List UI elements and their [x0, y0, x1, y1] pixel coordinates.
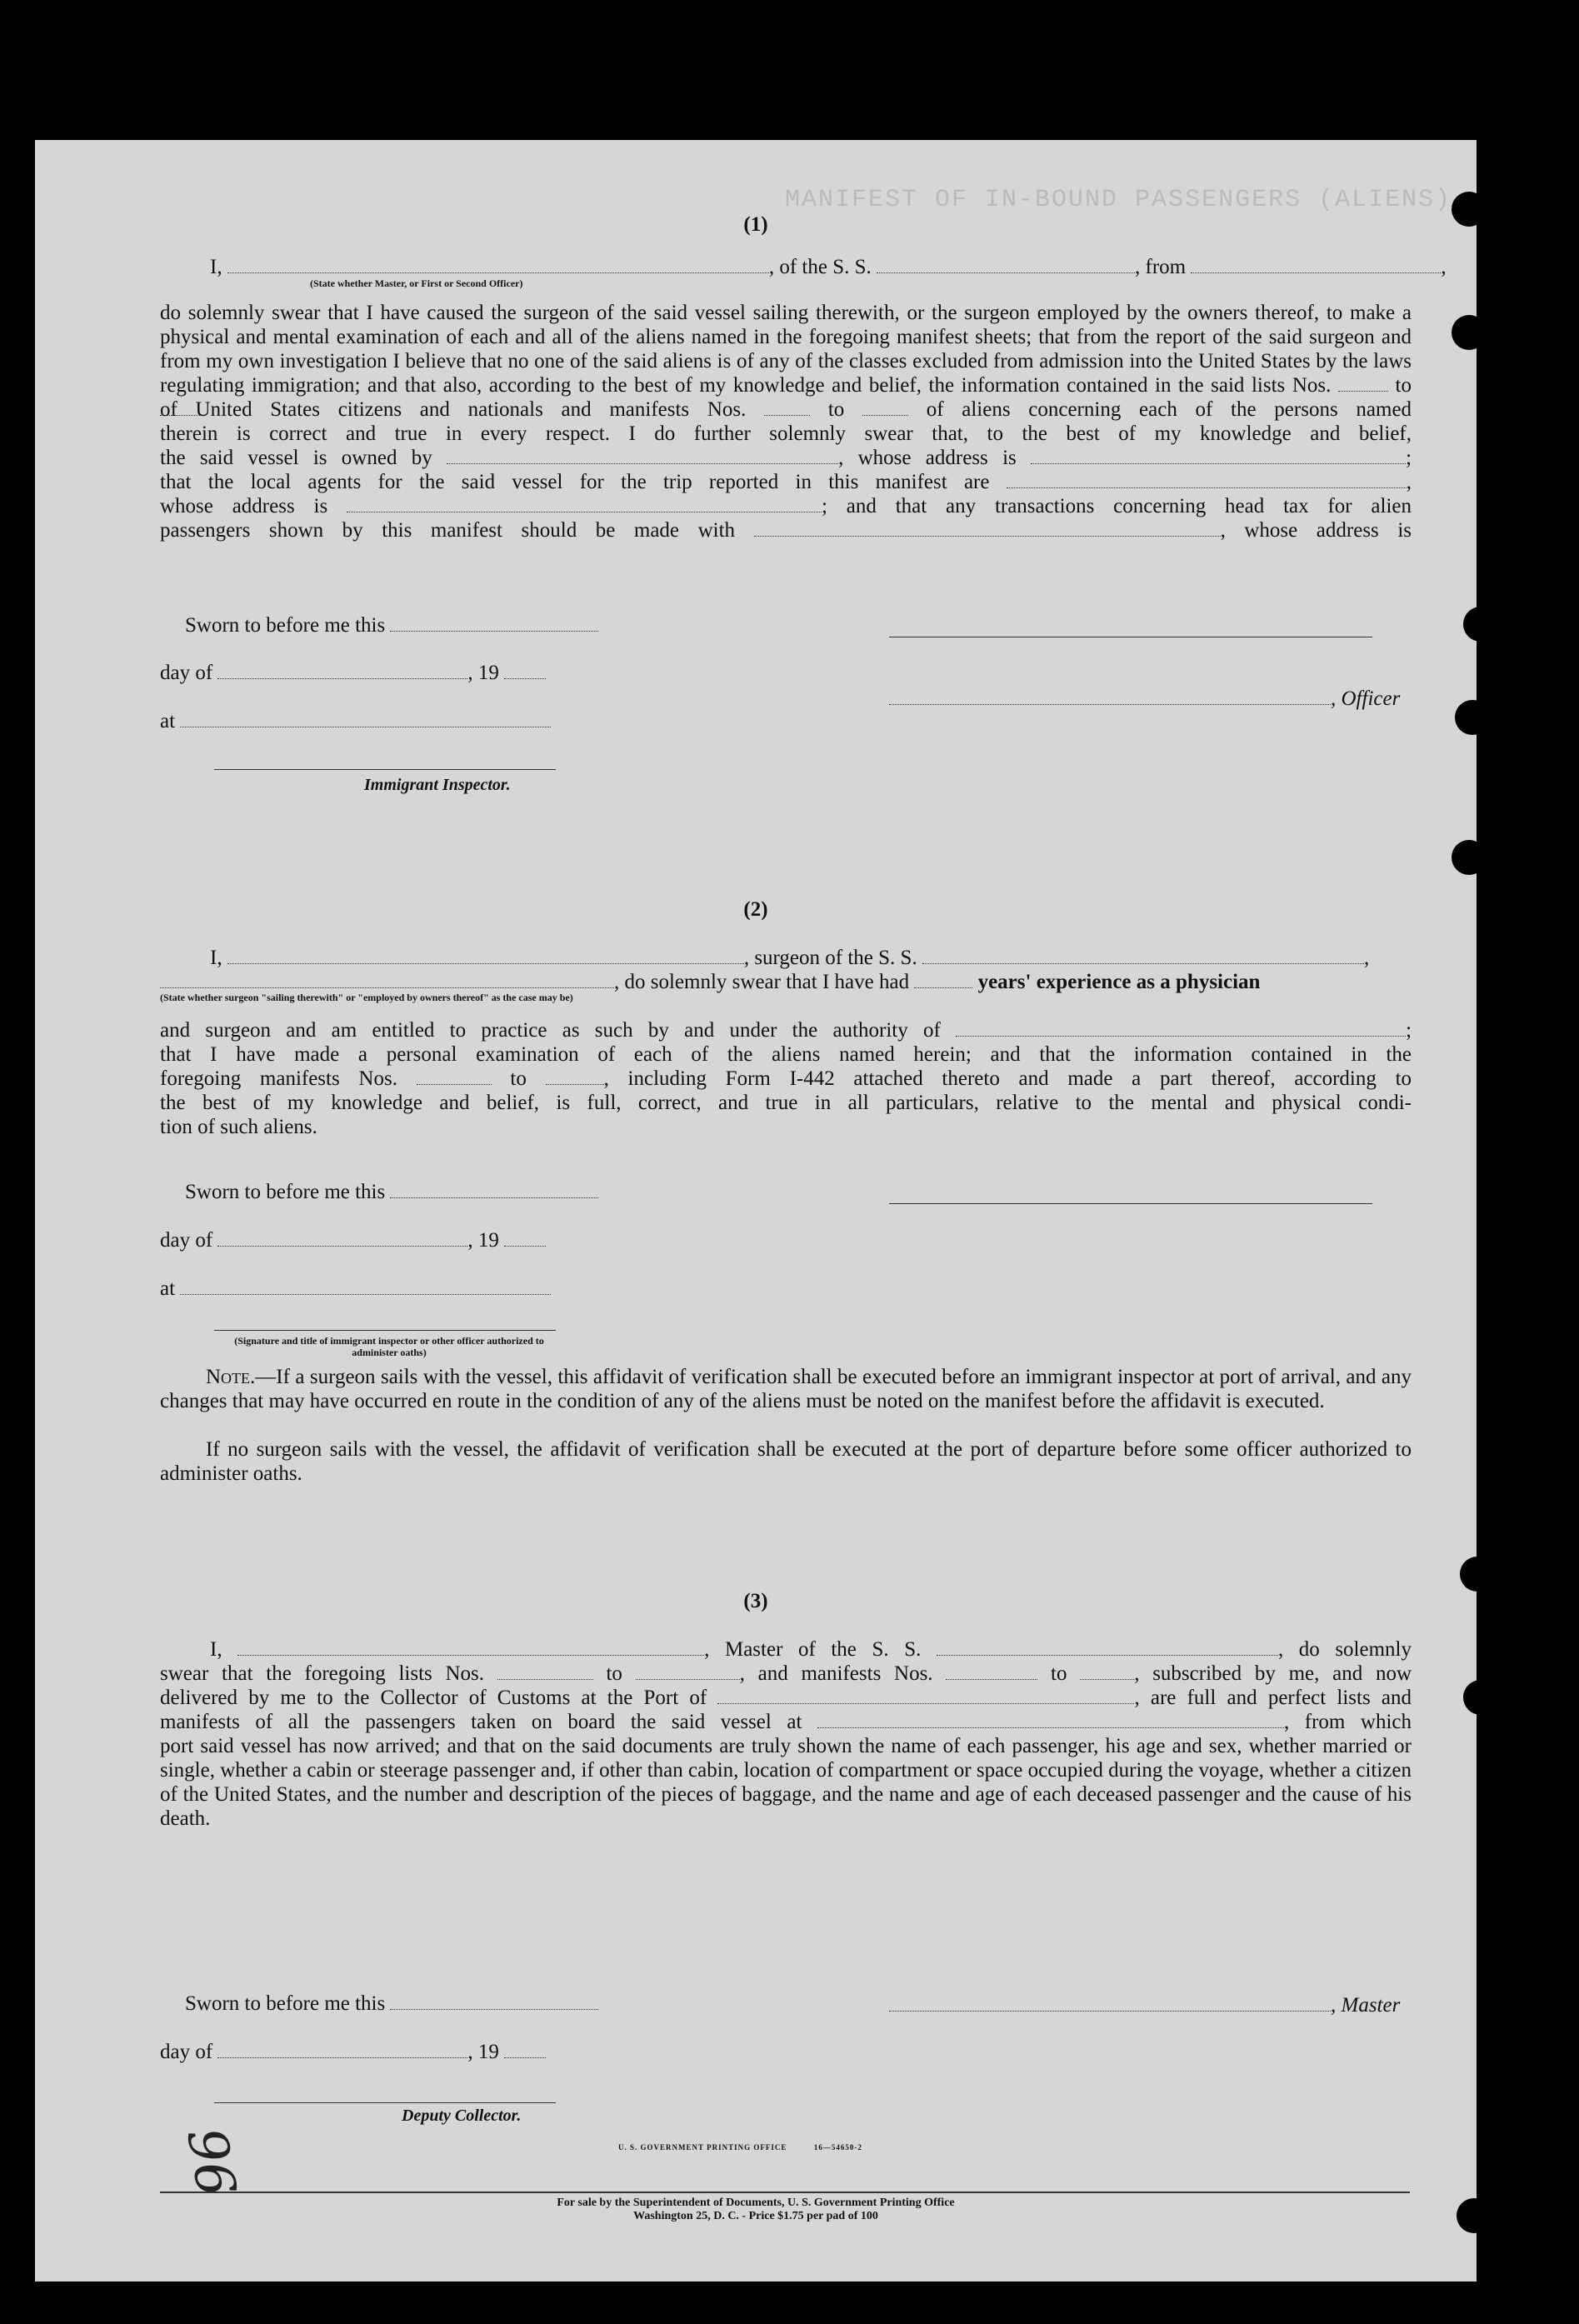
owner-field[interactable]: [447, 448, 838, 464]
section-1-line-owner: the said vessel is owned by , whose address is ;: [160, 447, 1412, 469]
surgeon-ship-field[interactable]: [922, 948, 1364, 964]
officer-rank-note: (State whether Master, or First or Second Officer): [310, 277, 523, 289]
port-of-arrival-field[interactable]: [717, 1688, 1134, 1704]
section-2-day: day of , 19: [160, 1228, 1410, 1252]
surgeon-status-note: (State whether surgeon "sailing therewith" or "employed by owners thereof" as the case may be): [160, 992, 573, 1003]
punch-hole: [1452, 840, 1487, 875]
section-2-number: (2): [743, 898, 768, 921]
section-1-number: (1): [743, 213, 768, 236]
section-2-line-1: I, , surgeon of the S. S. ,: [210, 947, 1370, 969]
head-tax-contact-field[interactable]: [754, 521, 1221, 537]
section-2-line-7: tion of such aliens.: [160, 1116, 317, 1138]
authority-field[interactable]: [956, 1021, 1406, 1037]
sworn-date-field[interactable]: [390, 616, 598, 632]
footer-line-1: For sale by the Superintendent of Documents, U. S. Government Printing Office: [557, 2197, 955, 2209]
officer-name-field[interactable]: [227, 257, 769, 273]
section-3-paragraph: port said vessel has now arrived; and that on the said documents are truly shown the name of each passenger, his age and sex, whether married or single, whether a cabin or steerage passenger and, if other than cabin, location of compartment or space occupied during the voyage, whether a citizen of the United States, and the number and description of the pieces of baggage, and the name and age of each deceased passenger and the cause of his death.: [160, 1735, 1412, 1830]
officer-signature-field[interactable]: [889, 689, 1331, 705]
section-1-line-manifests: of United States citizens and nationals and manifests Nos. to of aliens concerning each of the persons named: [160, 398, 1412, 421]
section-3-line-2: swear that the foregoing lists Nos. to , and manifests Nos. to , subscribed by me, and now: [160, 1662, 1412, 1685]
year-field[interactable]: [504, 663, 546, 679]
deputy-collector-signature-line[interactable]: [214, 2102, 556, 2103]
master-day-of-field[interactable]: [217, 2042, 467, 2058]
ship-name-field[interactable]: [877, 257, 1135, 273]
surgeon-name-field[interactable]: [227, 948, 744, 964]
handwritten-page-number: 96: [174, 2123, 247, 2202]
note-paragraph: Note.—If a surgeon sails with the vessel, this affidavit of verification shall be executed before an immigrant inspector at port of arrival, and any changes that may have occurred en route in the condition of any of the aliens must be noted on the manifest before the affidavit is executed.: [160, 1366, 1412, 1412]
manifests-from-field[interactable]: [764, 400, 810, 416]
section-3-line-4: manifests of all the passengers taken on board the said vessel at , from which: [160, 1711, 1412, 1733]
punch-hole: [1460, 1557, 1495, 1592]
deputy-collector-caption: Deputy Collector.: [402, 2107, 522, 2125]
master-lists-to-field[interactable]: [636, 1664, 740, 1680]
form-page: [35, 140, 1477, 2282]
punch-hole: [1452, 315, 1487, 350]
master-year-field[interactable]: [504, 2042, 546, 2058]
section-1-line-agent-address: whose address is ; and that any transactions concerning head tax for alien: [160, 495, 1412, 517]
section-1-line-1: I, , of the S. S. , from ,: [210, 256, 1447, 278]
section-1-sworn: Sworn to before me this: [185, 613, 1435, 637]
agents-field[interactable]: [1007, 472, 1407, 488]
master-manifests-from-field[interactable]: [946, 1664, 1037, 1680]
surgeon-sworn-field[interactable]: [390, 1182, 598, 1198]
master-sworn-field[interactable]: [390, 1994, 598, 2010]
section-3-line-3: delivered by me to the Collector of Customs at the Port of , are full and perfect lists and: [160, 1687, 1412, 1709]
master-name-field[interactable]: [237, 1640, 704, 1656]
gpo-line: U. S. GOVERNMENT PRINTING OFFICE 16—54650-2: [618, 2143, 862, 2152]
surgeon-signature-line[interactable]: [889, 1203, 1372, 1204]
day-of-field[interactable]: [217, 663, 467, 679]
surgeon-manifests-from-field[interactable]: [417, 1069, 492, 1085]
master-signature: , Master: [889, 1993, 1389, 2017]
section-2-line-4: that I have made a personal examination of each of the aliens named herein; and that the information contained in the: [160, 1043, 1412, 1066]
punch-hole: [1463, 1680, 1498, 1715]
port-of-boarding-field[interactable]: [817, 1712, 1284, 1728]
section-1-line-correct: therein is correct and true in every respect. I do further solemnly swear that, to the best of my knowledge and belief,: [160, 422, 1412, 445]
owner-address-field[interactable]: [1031, 448, 1406, 464]
master-lists-from-field[interactable]: [497, 1664, 593, 1680]
master-manifests-to-field[interactable]: [1080, 1664, 1134, 1680]
port-from-field[interactable]: [1191, 257, 1441, 273]
at-field[interactable]: [180, 712, 551, 727]
inspector-signature-line[interactable]: [214, 769, 556, 770]
master-ship-field[interactable]: [937, 1640, 1278, 1656]
section-2-at: at: [160, 1277, 1410, 1301]
section-2-sworn: Sworn to before me this: [185, 1180, 1435, 1204]
manifests-to-field[interactable]: [862, 400, 908, 416]
immigrant-inspector-caption: Immigrant Inspector.: [364, 776, 511, 794]
footer-line-2: Washington 25, D. C. - Price $1.75 per pad of 100: [633, 2210, 878, 2222]
section-2-line-2: , do solemnly swear that I have had years' experience as a physician: [160, 970, 1410, 994]
section-3-day: day of , 19: [160, 2040, 1410, 2064]
surgeon-at-field[interactable]: [180, 1279, 551, 1295]
punch-hole: [1463, 607, 1498, 642]
punch-hole: [1455, 700, 1490, 735]
years-experience-field[interactable]: [914, 972, 972, 988]
section-3-sworn: Sworn to before me this: [185, 1992, 1435, 2016]
note-paragraph-2: If no surgeon sails with the vessel, the affidavit of verification shall be executed at the port of departure before some officer authorized to administer oaths.: [160, 1438, 1412, 1485]
surgeon-manifests-to-field[interactable]: [546, 1069, 604, 1085]
bleed-through-text: MANIFEST OF IN-BOUND PASSENGERS (ALIENS): [785, 186, 1452, 214]
section-2-line-5: foregoing manifests Nos. to , including Form I-442 attached thereto and made a part thereof, according to: [160, 1067, 1412, 1090]
section-3-line-1: I, , Master of the S. S. , do solemnly: [210, 1638, 1412, 1661]
section-1-at: at: [160, 709, 1410, 733]
section-1-day: day of , 19: [160, 661, 1410, 685]
section-1-line-head-tax: passengers shown by this manifest should be made with , whose address is: [160, 519, 1412, 542]
section-2-line-6: the best of my knowledge and belief, is full, correct, and true in all particulars, relative to the mental and physical condi-: [160, 1092, 1412, 1114]
master-signature-field[interactable]: [889, 1996, 1331, 2012]
footer-rule: [160, 2192, 1410, 2193]
officer-signature: , Officer: [889, 687, 1389, 711]
surgeon-year-field[interactable]: [504, 1231, 546, 1247]
surgeon-status-field[interactable]: [160, 972, 614, 988]
authorized-officer-signature-line[interactable]: [214, 1330, 556, 1331]
section-2-line-3: and surgeon and am entitled to practice as such by and under the authority of ;: [160, 1019, 1412, 1042]
authorized-officer-caption: (Signature and title of immigrant inspector or other officer authorized to administer oaths): [234, 1335, 544, 1358]
lists-from-field[interactable]: [1338, 376, 1388, 392]
section-1-paragraph: do solemnly swear that I have caused the surgeon of the said vessel sailing therewith, or the surgeon employed by the owners thereof, to make a physical and mental examination of each and all of the aliens named in the foregoing manifest sheets; that from the report of the said surgeon and from my own investigation I believe that no one of the said aliens is of any of the classes excluded from admission into the United States by the laws regulating immigration; and that also, according to the best of my knowledge and belief, the information contained in the said lists Nos. to: [160, 301, 1412, 422]
section-3-number: (3): [743, 1590, 768, 1612]
section-1-line-agents: that the local agents for the said vessel for the trip reported in this manifest are ,: [160, 471, 1412, 493]
surgeon-day-of-field[interactable]: [217, 1231, 467, 1247]
agents-address-field[interactable]: [347, 497, 822, 512]
